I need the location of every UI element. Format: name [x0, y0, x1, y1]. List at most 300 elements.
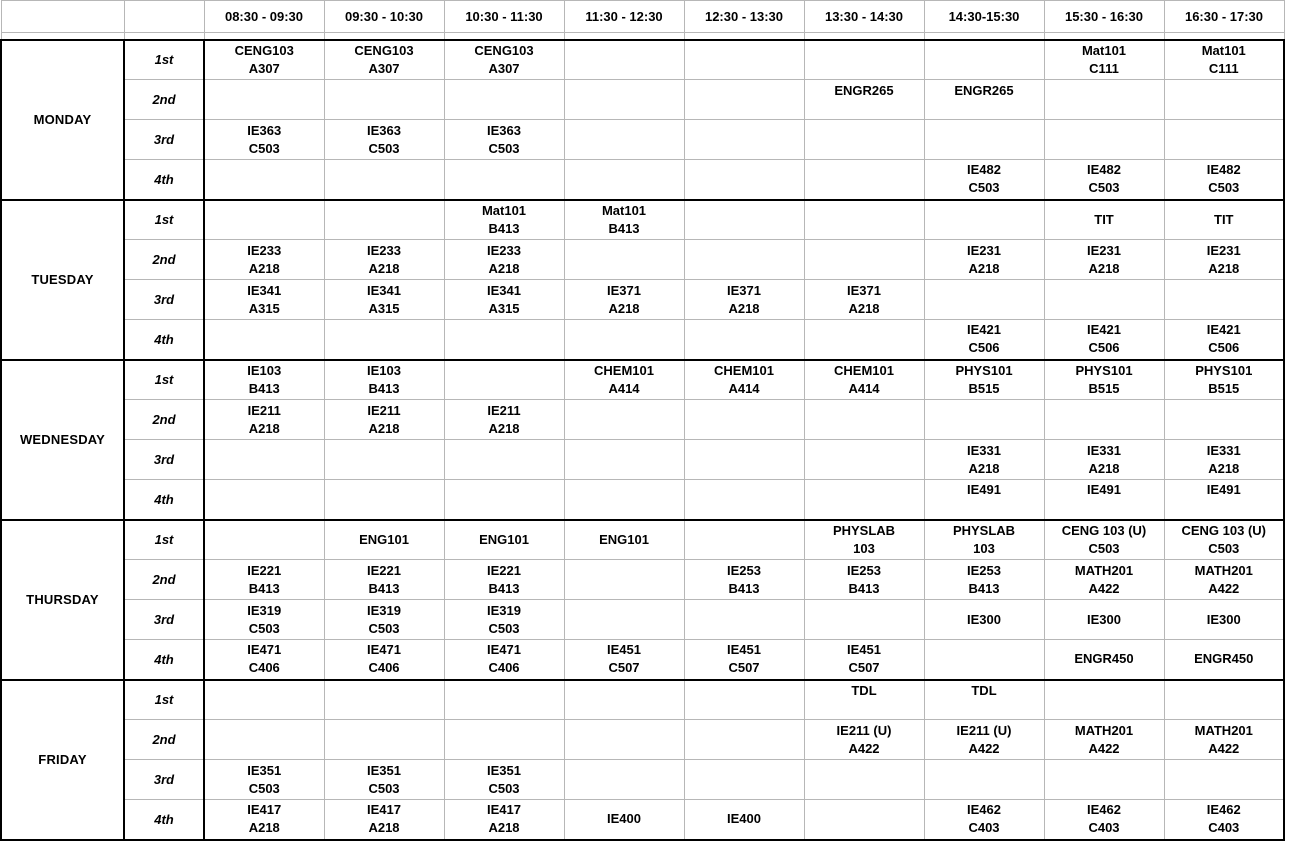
schedule-cell	[564, 80, 684, 120]
room-code: 103	[853, 540, 875, 556]
schedule-cell	[684, 640, 804, 680]
room-code: C503	[488, 780, 520, 796]
schedule-cell	[324, 440, 444, 480]
period-label: 4th	[124, 320, 204, 360]
schedule-cell	[804, 600, 924, 640]
schedule-cell	[324, 120, 444, 160]
schedule-cell	[1044, 280, 1164, 320]
period-label: 4th	[124, 160, 204, 200]
day-label: WEDNESDAY	[1, 360, 124, 520]
course-code: IE471	[487, 642, 521, 658]
course-code: IE482	[1206, 162, 1241, 178]
course-code: TIT	[1214, 211, 1234, 227]
course-code: TIT	[1094, 211, 1114, 227]
course-code: ENGR450	[1194, 651, 1254, 667]
course-code: IE221	[487, 562, 521, 578]
schedule-cell	[924, 440, 1044, 480]
schedule-cell	[324, 680, 444, 720]
course-code: PHYSLAB	[832, 522, 896, 538]
header-gap-cell	[804, 33, 924, 40]
schedule-cell	[1164, 600, 1284, 640]
course-code: ENGR265	[954, 82, 1014, 98]
room-code: C506	[1088, 340, 1120, 356]
room-code: A218	[248, 820, 280, 836]
schedule-cell	[1044, 560, 1164, 600]
course-code: IE417	[367, 802, 401, 818]
schedule-cell	[564, 200, 684, 240]
schedule-cell	[1164, 40, 1284, 80]
course-code: PHYS101	[1195, 362, 1253, 378]
schedule-cell	[1044, 520, 1164, 560]
schedule-cell	[204, 680, 324, 720]
course-code: IE300	[1206, 611, 1241, 627]
schedule-cell	[324, 160, 444, 200]
course-code: IE363	[367, 122, 401, 138]
schedule-cell	[1164, 720, 1284, 760]
course-code: IE363	[247, 122, 282, 138]
schedule-cell	[564, 800, 684, 840]
room-code: A307	[368, 60, 400, 76]
course-code: Mat101	[481, 202, 527, 218]
course-code: IE319	[487, 602, 521, 618]
schedule-cell	[1044, 480, 1164, 520]
course-code: CENG103	[234, 42, 294, 58]
room-code: A422	[1208, 580, 1240, 596]
schedule-cell	[444, 640, 564, 680]
room-code: A414	[728, 380, 760, 396]
schedule-cell	[924, 360, 1044, 400]
schedule-cell	[444, 40, 564, 80]
course-code: IE462	[1087, 802, 1121, 818]
period-label: 2nd	[124, 240, 204, 280]
header-gap-cell	[684, 33, 804, 40]
course-code: IE341	[367, 282, 401, 298]
period-label: 3rd	[124, 600, 204, 640]
schedule-cell	[684, 680, 804, 720]
course-code: IE103	[247, 362, 282, 378]
room-code: A218	[368, 260, 400, 276]
schedule-cell	[804, 360, 924, 400]
course-code: ENG101	[599, 531, 649, 547]
day-label: THURSDAY	[1, 520, 124, 680]
room-code: A218	[488, 420, 520, 436]
schedule-cell	[684, 280, 804, 320]
course-code: IE211 (U)	[836, 722, 892, 738]
course-code: IE231	[967, 242, 1001, 258]
schedule-cell	[684, 360, 804, 400]
room-code: A422	[1208, 740, 1240, 756]
course-code: MATH201	[1194, 562, 1253, 578]
schedule-cell	[444, 80, 564, 120]
schedule-cell	[564, 680, 684, 720]
schedule-cell	[924, 560, 1044, 600]
room-code: C503	[1208, 540, 1240, 556]
schedule-cell	[684, 440, 804, 480]
schedule-cell	[324, 800, 444, 840]
time-slot-header: 15:30 - 16:30	[1044, 1, 1164, 33]
schedule-cell	[204, 200, 324, 240]
room-code: C503	[368, 780, 400, 796]
time-slot-header: 09:30 - 10:30	[324, 1, 444, 33]
schedule-cell	[324, 760, 444, 800]
course-code: IE221	[247, 562, 282, 578]
course-code: CENG 103 (U)	[1181, 522, 1267, 538]
schedule-cell	[804, 200, 924, 240]
room-code: A218	[488, 260, 520, 276]
room-code: A218	[1208, 460, 1240, 476]
schedule-cell	[204, 240, 324, 280]
course-code: IE371	[847, 282, 881, 298]
room-code: C506	[968, 340, 1000, 356]
schedule-cell	[684, 80, 804, 120]
time-slot-header: 13:30 - 14:30	[804, 1, 924, 33]
course-code: MATH201	[1194, 722, 1253, 738]
course-code: CHEM101	[594, 362, 654, 378]
course-code: IE300	[967, 611, 1001, 627]
schedule-cell	[444, 320, 564, 360]
schedule-cell	[324, 40, 444, 80]
schedule-cell	[324, 640, 444, 680]
schedule-cell	[804, 440, 924, 480]
schedule-cell	[324, 320, 444, 360]
schedule-cell	[564, 520, 684, 560]
schedule-cell	[924, 400, 1044, 440]
course-code: IE253	[847, 562, 881, 578]
schedule-cell	[324, 560, 444, 600]
schedule-cell	[804, 160, 924, 200]
room-code: 103	[973, 540, 995, 556]
schedule-cell	[444, 520, 564, 560]
schedule-cell	[1044, 800, 1164, 840]
room-code: C507	[728, 660, 760, 676]
schedule-cell	[684, 40, 804, 80]
course-code: IE211	[247, 402, 281, 418]
course-code: IE231	[1206, 242, 1241, 258]
course-code: IE351	[487, 762, 521, 778]
course-code: IE211	[367, 402, 401, 418]
schedule-cell	[204, 440, 324, 480]
course-code: TDL	[971, 682, 997, 698]
schedule-cell	[1044, 80, 1164, 120]
room-code: A218	[968, 460, 1000, 476]
period-label: 1st	[124, 680, 204, 720]
schedule-cell	[204, 280, 324, 320]
time-slot-header: 11:30 - 12:30	[564, 1, 684, 33]
time-slot-header: 08:30 - 09:30	[204, 1, 324, 33]
room-code: A422	[968, 740, 1000, 756]
course-code: IE400	[727, 811, 761, 827]
schedule-cell	[804, 320, 924, 360]
period-label: 1st	[124, 40, 204, 80]
schedule-cell	[924, 200, 1044, 240]
course-code: IE341	[487, 282, 521, 298]
schedule-cell	[924, 480, 1044, 520]
schedule-cell	[1044, 640, 1164, 680]
schedule-cell	[1044, 40, 1164, 80]
schedule-cell	[1164, 200, 1284, 240]
course-code: IE491	[1087, 482, 1121, 498]
schedule-cell	[1164, 560, 1284, 600]
course-code: IE371	[607, 282, 641, 298]
course-code: CENG103	[354, 42, 414, 58]
schedule-cell	[564, 360, 684, 400]
room-code: C507	[848, 660, 880, 676]
course-code: IE319	[247, 602, 282, 618]
schedule-cell	[804, 680, 924, 720]
schedule-cell	[444, 160, 564, 200]
schedule-cell	[1164, 240, 1284, 280]
course-code: MATH201	[1074, 562, 1134, 578]
schedule-cell	[924, 320, 1044, 360]
room-code: B515	[968, 380, 1000, 396]
schedule-cell	[1164, 400, 1284, 440]
room-code: C406	[488, 660, 520, 676]
schedule-cell	[444, 720, 564, 760]
schedule-cell	[564, 160, 684, 200]
schedule-cell	[324, 400, 444, 440]
room-code: C503	[1088, 540, 1120, 556]
course-code: IE363	[487, 122, 521, 138]
room-code: A414	[848, 380, 880, 396]
room-code: C111	[1089, 60, 1119, 76]
room-code: B515	[1208, 380, 1240, 396]
schedule-cell	[1164, 520, 1284, 560]
schedule-cell	[204, 120, 324, 160]
schedule-cell	[324, 600, 444, 640]
course-code: IE211	[487, 402, 521, 418]
header-gap-cell	[924, 33, 1044, 40]
schedule-cell	[1044, 240, 1164, 280]
header-gap-cell	[1044, 33, 1164, 40]
course-code: ENG101	[479, 531, 529, 547]
room-code: C111	[1208, 60, 1239, 76]
course-code: ENG101	[359, 531, 409, 547]
room-code: C503	[368, 620, 400, 636]
schedule-cell	[684, 760, 804, 800]
period-label: 3rd	[124, 760, 204, 800]
schedule-cell	[684, 720, 804, 760]
schedule-cell	[924, 40, 1044, 80]
room-code: A218	[1208, 260, 1240, 276]
schedule-cell	[444, 120, 564, 160]
room-code	[1165, 499, 1284, 517]
header-gap-cell	[124, 33, 204, 40]
room-code: C507	[608, 660, 640, 676]
schedule-cell	[924, 520, 1044, 560]
room-code: A218	[248, 260, 280, 276]
schedule-cell	[564, 320, 684, 360]
room-code	[1045, 499, 1164, 517]
room-code: A218	[968, 260, 1000, 276]
schedule-cell	[924, 600, 1044, 640]
corner-cell-period	[124, 1, 204, 33]
schedule-cell	[204, 160, 324, 200]
course-code: Mat101	[1201, 42, 1246, 58]
course-code: CENG 103 (U)	[1061, 522, 1147, 538]
schedule-cell	[564, 240, 684, 280]
room-code: B413	[848, 580, 880, 596]
room-code: C406	[368, 660, 400, 676]
schedule-cell	[1164, 640, 1284, 680]
room-code	[805, 700, 924, 718]
course-code: IE231	[1087, 242, 1121, 258]
header-gap-cell	[444, 33, 564, 40]
schedule-cell	[1044, 360, 1164, 400]
room-code	[805, 100, 924, 118]
schedule-cell	[324, 360, 444, 400]
day-label: FRIDAY	[1, 680, 124, 840]
room-code: A307	[488, 60, 520, 76]
schedule-cell	[204, 40, 324, 80]
room-code	[925, 499, 1044, 517]
schedule-cell	[444, 200, 564, 240]
course-code: IE417	[247, 802, 282, 818]
header-gap-cell	[1164, 33, 1284, 40]
schedule-cell	[444, 600, 564, 640]
schedule-cell	[324, 480, 444, 520]
room-code: B413	[248, 580, 280, 596]
room-code: C503	[1088, 180, 1120, 196]
schedule-cell	[1164, 680, 1284, 720]
course-code: CENG103	[474, 42, 534, 58]
room-code: B413	[488, 220, 520, 236]
schedule-cell	[804, 240, 924, 280]
day-label: MONDAY	[1, 40, 124, 200]
room-code: A218	[248, 420, 280, 436]
room-code: B413	[488, 580, 520, 596]
room-code: A422	[1088, 740, 1120, 756]
room-code: C403	[1088, 820, 1120, 836]
schedule-cell	[444, 400, 564, 440]
schedule-cell	[804, 40, 924, 80]
schedule-cell	[204, 480, 324, 520]
course-code: IE331	[1087, 442, 1121, 458]
schedule-cell	[924, 680, 1044, 720]
schedule-cell	[1164, 320, 1284, 360]
schedule-cell	[204, 80, 324, 120]
schedule-cell	[684, 240, 804, 280]
schedule-cell	[684, 320, 804, 360]
schedule-cell	[204, 360, 324, 400]
course-code: IE331	[1206, 442, 1241, 458]
course-code: CHEM101	[714, 362, 774, 378]
course-code: Mat101	[1081, 42, 1127, 58]
room-code: B515	[1088, 380, 1120, 396]
schedule-cell	[804, 640, 924, 680]
room-code: C406	[248, 660, 280, 676]
schedule-cell	[684, 520, 804, 560]
header-gap-cell	[324, 33, 444, 40]
schedule-cell	[804, 120, 924, 160]
schedule-cell	[924, 280, 1044, 320]
time-slot-header: 10:30 - 11:30	[444, 1, 564, 33]
period-label: 3rd	[124, 280, 204, 320]
schedule-cell	[924, 640, 1044, 680]
schedule-cell	[804, 760, 924, 800]
schedule-cell	[324, 240, 444, 280]
schedule-cell	[1044, 320, 1164, 360]
room-code: A218	[368, 820, 400, 836]
schedule-cell	[804, 720, 924, 760]
period-label: 3rd	[124, 440, 204, 480]
schedule-cell	[444, 440, 564, 480]
schedule-cell	[924, 160, 1044, 200]
course-code: IE341	[247, 282, 282, 298]
room-code: A218	[608, 300, 640, 316]
course-code: IE211 (U)	[956, 722, 1012, 738]
schedule-cell	[684, 480, 804, 520]
room-code: A315	[248, 300, 280, 316]
course-code: IE103	[367, 362, 401, 378]
course-code: IE462	[1206, 802, 1241, 818]
course-code: IE253	[967, 562, 1001, 578]
room-code: A422	[848, 740, 880, 756]
schedule-cell	[324, 200, 444, 240]
course-code: IE471	[367, 642, 401, 658]
schedule-cell	[1044, 760, 1164, 800]
schedule-cell	[1164, 280, 1284, 320]
course-code: ENGR450	[1074, 651, 1134, 667]
schedule-cell	[204, 560, 324, 600]
room-code: B413	[608, 220, 640, 236]
course-code: IE462	[967, 802, 1001, 818]
course-code: ENGR265	[834, 82, 894, 98]
course-code: IE421	[967, 322, 1001, 338]
room-code: C503	[488, 140, 520, 156]
schedule-cell	[564, 120, 684, 160]
schedule-cell	[1044, 440, 1164, 480]
schedule-cell	[204, 760, 324, 800]
schedule-cell	[804, 800, 924, 840]
schedule-cell	[684, 400, 804, 440]
course-code: PHYS101	[955, 362, 1013, 378]
schedule-cell	[1164, 480, 1284, 520]
course-code: IE417	[487, 802, 521, 818]
course-code: CHEM101	[834, 362, 894, 378]
room-code: A315	[368, 300, 400, 316]
schedule-cell	[1044, 160, 1164, 200]
course-code: IE253	[727, 562, 761, 578]
course-code: IE351	[247, 762, 282, 778]
period-label: 2nd	[124, 400, 204, 440]
schedule-cell	[1164, 440, 1284, 480]
room-code: B413	[368, 380, 400, 396]
schedule-cell	[564, 40, 684, 80]
schedule-cell	[204, 320, 324, 360]
room-code: C503	[368, 140, 400, 156]
room-code: C506	[1208, 340, 1240, 356]
schedule-cell	[804, 560, 924, 600]
schedule-cell	[324, 720, 444, 760]
room-code: A218	[488, 820, 520, 836]
room-code: C503	[248, 140, 280, 156]
schedule-cell	[444, 360, 564, 400]
course-code: PHYSLAB	[952, 522, 1016, 538]
schedule-cell	[204, 800, 324, 840]
schedule-cell	[1164, 80, 1284, 120]
room-code: B413	[368, 580, 400, 596]
schedule-cell	[204, 600, 324, 640]
header-gap-cell	[204, 33, 324, 40]
period-label: 4th	[124, 480, 204, 520]
room-code: A307	[248, 60, 280, 76]
schedule-cell	[564, 720, 684, 760]
header-gap-cell	[1, 33, 124, 40]
course-code: IE421	[1087, 322, 1121, 338]
schedule-cell	[1044, 720, 1164, 760]
period-label: 4th	[124, 640, 204, 680]
header-gap-cell	[564, 33, 684, 40]
